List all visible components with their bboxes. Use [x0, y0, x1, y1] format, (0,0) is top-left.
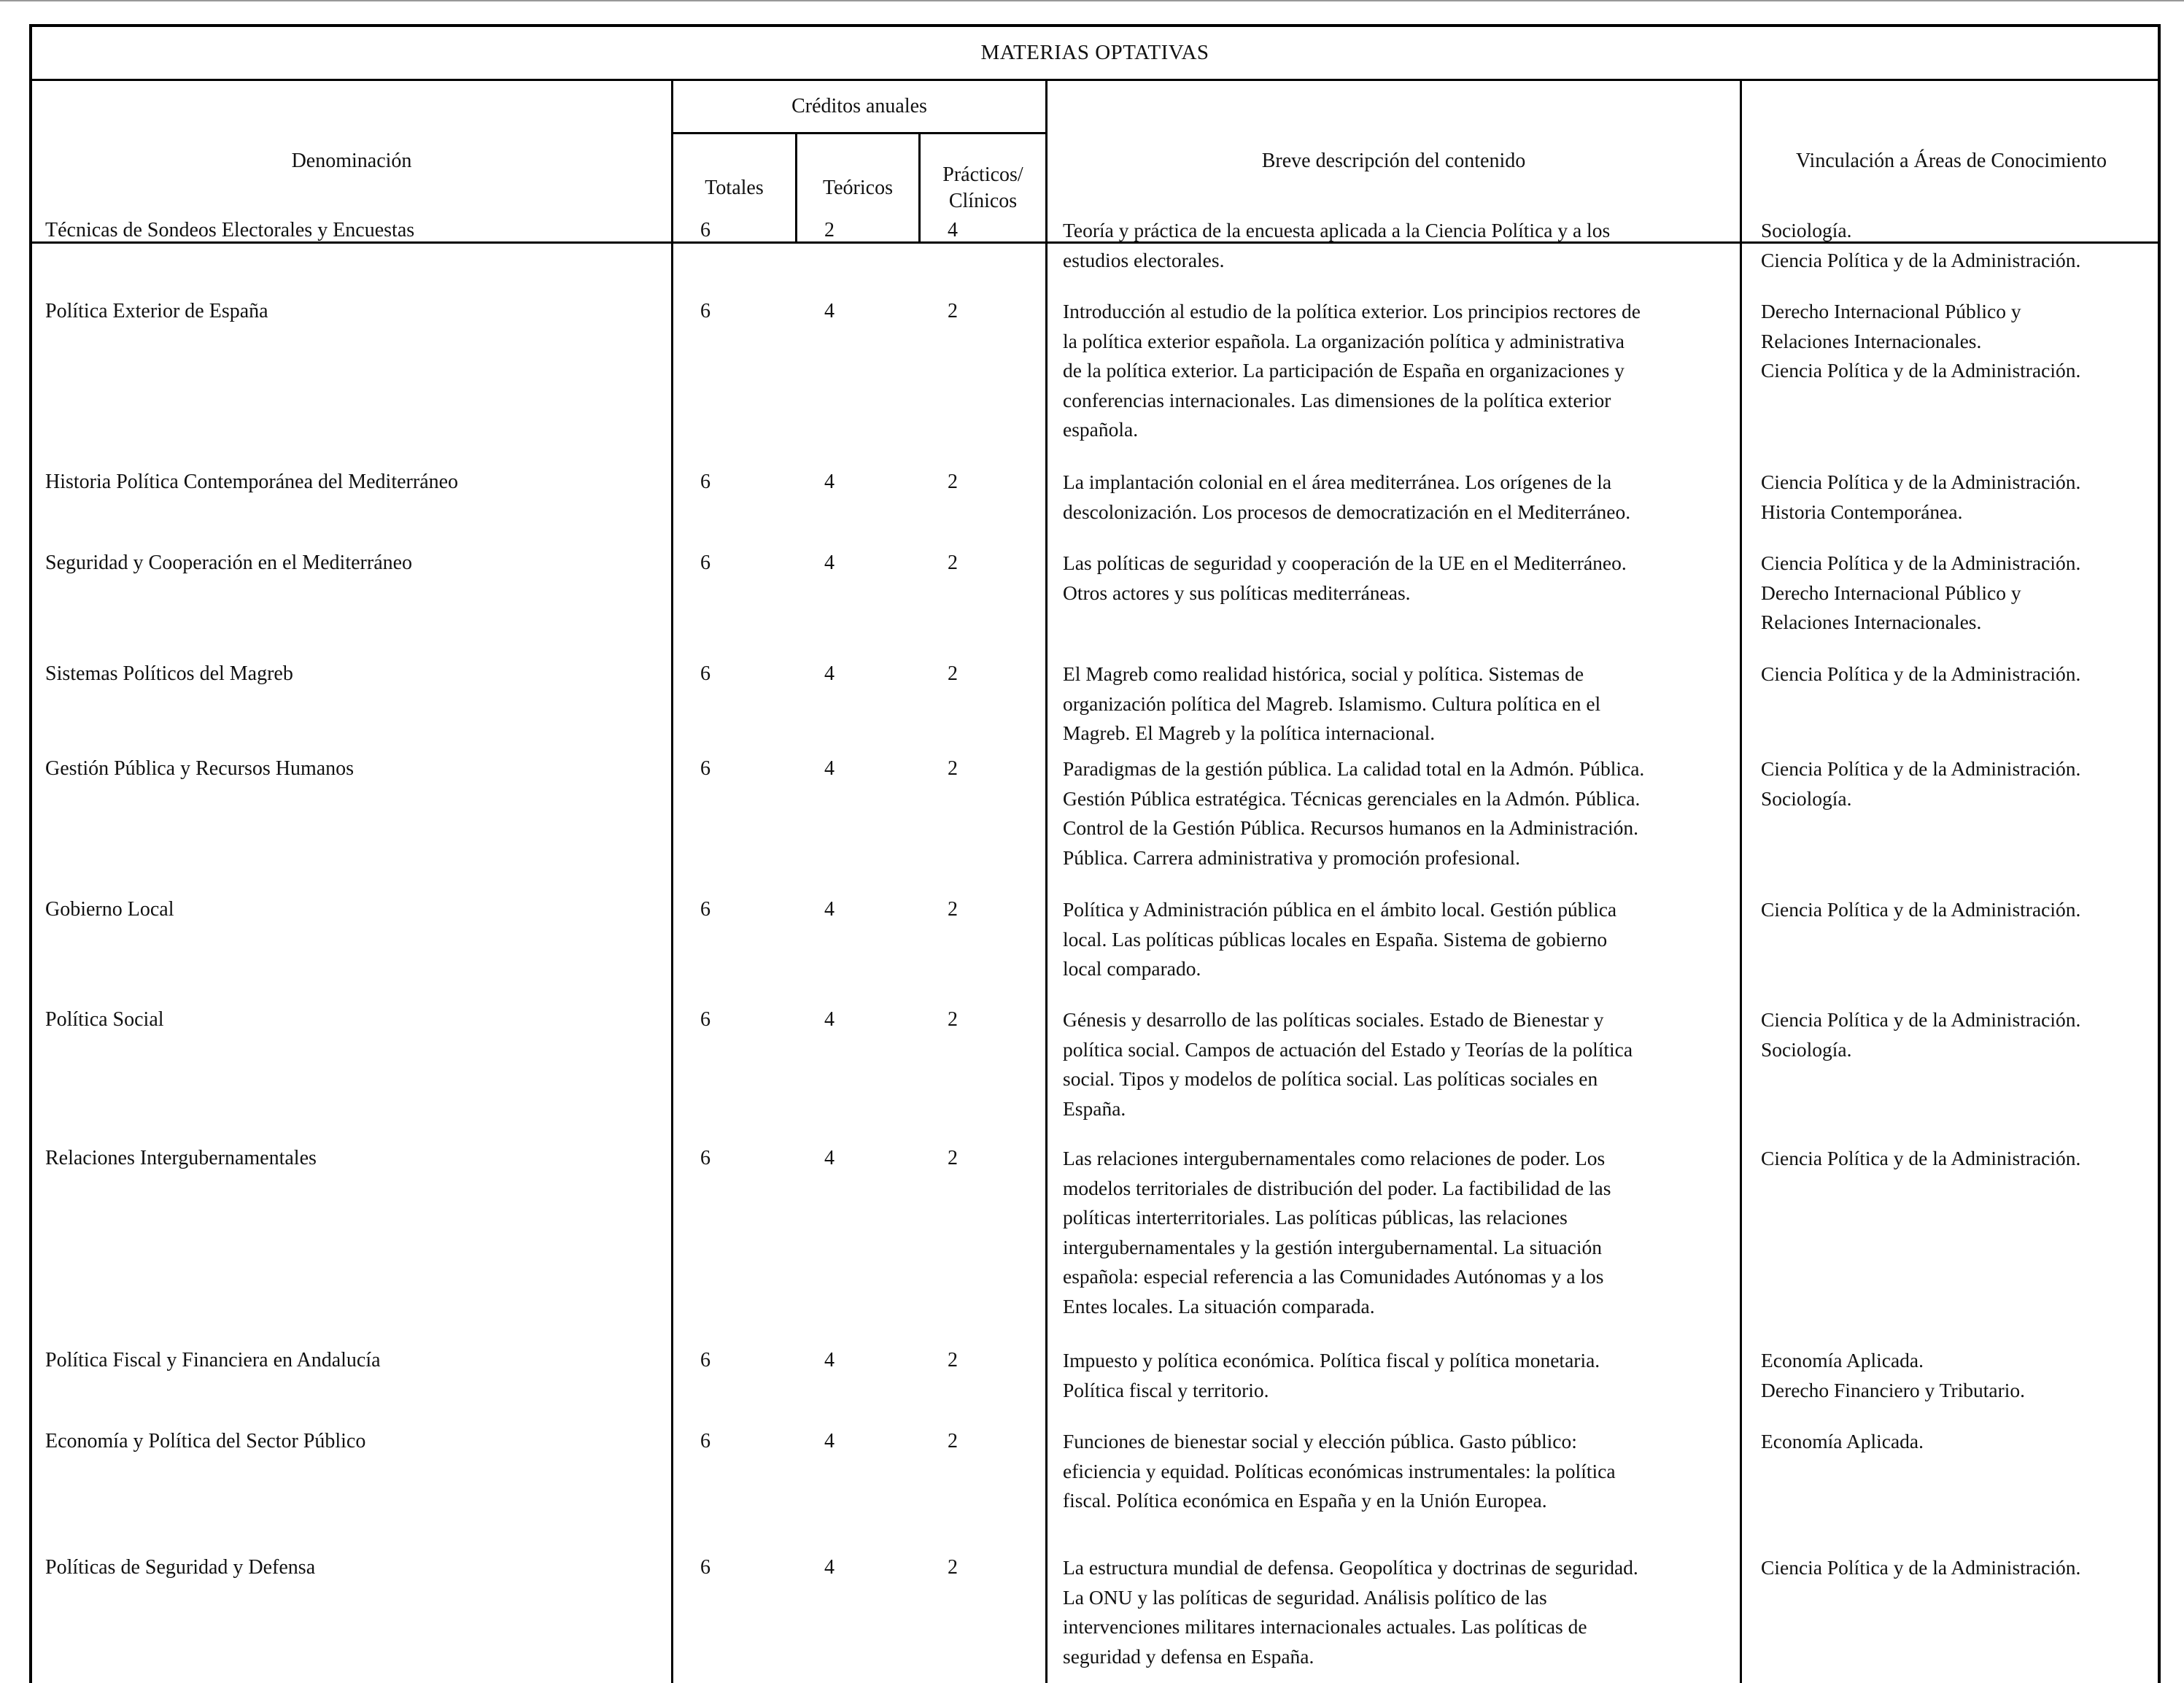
credits-teoricos: 4	[824, 1349, 835, 1371]
description-line: Política y Administración pública en el ámbito local. Gestión pública	[1063, 898, 1617, 921]
knowledge-area-line: Sociología.	[1761, 1037, 1852, 1061]
col-divider-credits	[1045, 81, 1048, 1683]
knowledge-areas	[1761, 1005, 2158, 1064]
content-description	[1063, 1427, 1756, 1516]
header-practicos-line1: Prácticos/	[942, 163, 1023, 186]
content-description	[1063, 549, 1756, 608]
description-line: España.	[1063, 1096, 1126, 1120]
knowledge-areas	[1761, 1553, 2158, 1583]
content-description	[1063, 895, 1756, 984]
subject-name: Políticas de Seguridad y Defensa	[45, 1556, 316, 1579]
description-line: Génesis y desarrollo de las políticas sociales. Estado de Bienestar y	[1063, 1008, 1604, 1031]
knowledge-area-line: Ciencia Política y de la Administración.	[1761, 1008, 2081, 1031]
description-line: Introducción al estudio de la política exterior. Los principios rectores de	[1063, 300, 1641, 322]
knowledge-area-line: Derecho Internacional Público y	[1761, 300, 2021, 322]
credits-totales: 6	[700, 898, 710, 921]
credits-totales: 6	[700, 1430, 710, 1452]
knowledge-area-line: Ciencia Política y de la Administración.	[1761, 359, 2081, 382]
description-line: Control de la Gestión Pública. Recursos humanos en la Administración.	[1063, 816, 1638, 839]
credits-teoricos: 4	[824, 757, 835, 780]
description-line: Paradigmas de la gestión pública. La calidad total en la Admón. Pública.	[1063, 757, 1645, 780]
knowledge-areas	[1761, 1144, 2158, 1174]
content-description	[1063, 1144, 1756, 1321]
credits-totales: 6	[700, 300, 710, 322]
header-practicos-line2: Clínicos	[948, 189, 1018, 212]
credits-teoricos: 4	[824, 1430, 835, 1452]
credits-practicos: 2	[948, 662, 958, 685]
credits-totales: 6	[700, 219, 710, 241]
description-line: seguridad y defensa en España.	[1063, 1644, 1314, 1668]
credits-totales: 6	[700, 1556, 710, 1579]
description-line: local comparado.	[1063, 957, 1201, 980]
description-line: española.	[1063, 418, 1139, 441]
credits-practicos: 2	[948, 1556, 958, 1579]
credits-teoricos: 2	[824, 219, 835, 241]
credits-practicos: 2	[948, 898, 958, 921]
knowledge-area-line: Ciencia Política y de la Administración.	[1761, 898, 2081, 921]
content-description	[1063, 659, 1756, 748]
subject-name: Gestión Pública y Recursos Humanos	[45, 757, 355, 780]
credits-teoricos: 4	[824, 898, 835, 921]
knowledge-areas	[1761, 1346, 2158, 1405]
description-line: la política exterior española. La organización política y administrativa	[1063, 329, 1625, 352]
description-line: Funciones de bienestar social y elección pública. Gasto público:	[1063, 1430, 1577, 1452]
credits-teoricos: 4	[824, 552, 835, 574]
description-line: estudios electorales.	[1063, 248, 1225, 271]
description-line: Impuesto y política económica. Política fiscal y política monetaria.	[1063, 1349, 1600, 1371]
description-line: conferencias internacionales. Las dimensiones de la política exterior	[1063, 388, 1611, 411]
knowledge-areas	[1761, 468, 2158, 527]
credits-teoricos: 4	[824, 1008, 835, 1031]
credits-totales: 6	[700, 552, 710, 574]
knowledge-area-line: Ciencia Política y de la Administración.	[1761, 757, 2081, 780]
description-line: Política fiscal y territorio.	[1063, 1378, 1269, 1401]
knowledge-area-line: Ciencia Política y de la Administración.	[1761, 1147, 2081, 1169]
credits-practicos: 2	[948, 1008, 958, 1031]
header-creditos: Créditos anuales	[791, 95, 927, 117]
credits-practicos: 2	[948, 300, 958, 322]
credits-totales: 6	[700, 471, 710, 493]
optional-subjects-table	[29, 24, 2161, 1683]
content-description	[1063, 1346, 1756, 1405]
knowledge-area-line: Derecho Financiero y Tributario.	[1761, 1378, 2026, 1401]
description-line: social. Tipos y modelos de política social. Las políticas sociales en	[1063, 1067, 1598, 1090]
knowledge-area-line: Relaciones Internacionales.	[1761, 611, 1982, 633]
content-description	[1063, 1005, 1756, 1123]
knowledge-area-line: Historia Contemporánea.	[1761, 500, 1963, 523]
table-title: MATERIAS OPTATIVAS	[32, 27, 2158, 81]
header-denominacion: Denominación	[291, 150, 412, 172]
knowledge-area-line: Sociología.	[1761, 219, 1852, 241]
content-description	[1063, 216, 1756, 275]
credits-practicos: 2	[948, 1349, 958, 1371]
content-description	[1063, 754, 1756, 873]
knowledge-areas	[1761, 895, 2158, 925]
subject-name: Política Fiscal y Financiera en Andalucía	[45, 1349, 381, 1371]
credits-totales: 6	[700, 1349, 710, 1371]
subject-name: Política Social	[45, 1008, 164, 1031]
credits-practicos: 2	[948, 1147, 958, 1169]
credits-teoricos: 4	[824, 471, 835, 493]
header-vinculacion: Vinculación a Áreas de Conocimiento	[1796, 150, 2107, 172]
description-line: organización política del Magreb. Islamismo. Cultura política en el	[1063, 692, 1601, 715]
credits-practicos: 4	[948, 219, 958, 241]
credits-teoricos: 4	[824, 300, 835, 322]
header-totales: Totales	[705, 176, 764, 199]
description-line: Gestión Pública estratégica. Técnicas gerenciales en la Admón. Pública.	[1063, 786, 1641, 810]
subject-name: Sistemas Políticos del Magreb	[45, 662, 293, 685]
description-line: La implantación colonial en el área mediterránea. Los orígenes de la	[1063, 471, 1612, 493]
description-line: Otros actores y sus políticas mediterráneas.	[1063, 581, 1411, 604]
subject-name: Política Exterior de España	[45, 300, 268, 322]
description-line: fiscal. Política económica en España y en la Unión Europea.	[1063, 1489, 1547, 1512]
description-line: Las políticas de seguridad y cooperación de la UE en el Mediterráneo.	[1063, 552, 1627, 574]
description-line: eficiencia y equidad. Políticas económicas instrumentales: la política	[1063, 1459, 1616, 1482]
knowledge-areas	[1761, 754, 2158, 813]
knowledge-area-line: Ciencia Política y de la Administración.	[1761, 552, 2081, 574]
description-line: modelos territoriales de distribución del poder. La factibilidad de las	[1063, 1176, 1611, 1199]
knowledge-area-line: Ciencia Política y de la Administración.	[1761, 662, 2081, 685]
knowledge-area-line: Ciencia Política y de la Administración.	[1761, 1556, 2081, 1579]
description-line: políticas interterritoriales. Las políticas públicas, las relaciones	[1063, 1206, 1568, 1229]
knowledge-areas	[1761, 297, 2158, 386]
page-top-rule	[0, 0, 2184, 1]
description-line: La ONU y las políticas de seguridad. Análisis político de las	[1063, 1585, 1547, 1609]
subject-name: Gobierno Local	[45, 898, 174, 921]
description-line: intervenciones militares internacionales actuales. Las políticas de	[1063, 1615, 1587, 1638]
knowledge-areas	[1761, 549, 2158, 638]
credits-practicos: 2	[948, 552, 958, 574]
credits-teoricos: 4	[824, 1147, 835, 1169]
description-line: El Magreb como realidad histórica, social y política. Sistemas de	[1063, 662, 1584, 685]
description-line: intergubernamentales y la gestión intergubernamental. La situación	[1063, 1235, 1602, 1258]
description-line: política social. Campos de actuación del Estado y Teorías de la política	[1063, 1037, 1633, 1061]
knowledge-areas	[1761, 1427, 2158, 1457]
knowledge-area-line: Relaciones Internacionales.	[1761, 329, 1982, 352]
credits-practicos: 2	[948, 471, 958, 493]
subject-name: Seguridad y Cooperación en el Mediterráneo	[45, 552, 413, 574]
subject-name: Historia Política Contemporánea del Mediterráneo	[45, 471, 459, 493]
description-line: Magreb. El Magreb y la política internacional.	[1063, 721, 1436, 744]
credits-practicos: 2	[948, 1430, 958, 1452]
credits-practicos: 2	[948, 757, 958, 780]
header-teoricos: Teóricos	[822, 176, 893, 199]
knowledge-area-line: Ciencia Política y de la Administración.	[1761, 248, 2081, 271]
description-line: local. Las políticas públicas locales en España. Sistema de gobierno	[1063, 927, 1608, 951]
description-line: Teoría y práctica de la encuesta aplicada a la Ciencia Política y a los	[1063, 219, 1611, 241]
description-line: española: especial referencia a las Comunidades Autónomas y a los	[1063, 1265, 1604, 1288]
credits-totales: 6	[700, 1147, 710, 1169]
subject-name: Economía y Política del Sector Público	[45, 1430, 366, 1452]
credits-totales: 6	[700, 1008, 710, 1031]
subject-name: Técnicas de Sondeos Electorales y Encuestas	[45, 219, 415, 241]
credits-totales: 6	[700, 757, 710, 780]
description-line: Pública. Carrera administrativa y promoción profesional.	[1063, 846, 1520, 869]
subject-name: Relaciones Intergubernamentales	[45, 1147, 317, 1169]
description-line: Las relaciones intergubernamentales como relaciones de poder. Los	[1063, 1147, 1606, 1169]
content-description	[1063, 468, 1756, 527]
header-descripcion: Breve descripción del contenido	[1261, 150, 1526, 172]
content-description	[1063, 1553, 1756, 1671]
credits-totales: 6	[700, 662, 710, 685]
description-line: Entes locales. La situación comparada.	[1063, 1294, 1375, 1318]
content-description	[1063, 297, 1756, 445]
knowledge-areas	[1761, 659, 2158, 689]
credits-teoricos: 4	[824, 662, 835, 685]
description-line: descolonización. Los procesos de democratización en el Mediterráneo.	[1063, 500, 1631, 523]
credits-teoricos: 4	[824, 1556, 835, 1579]
knowledge-area-line: Derecho Internacional Público y	[1761, 581, 2021, 604]
description-line: La estructura mundial de defensa. Geopolítica y doctrinas de seguridad.	[1063, 1556, 1638, 1579]
knowledge-area-line: Economía Aplicada.	[1761, 1430, 1924, 1452]
knowledge-areas	[1761, 216, 2158, 275]
description-line: de la política exterior. La participación de España en organizaciones y	[1063, 359, 1625, 382]
knowledge-area-line: Ciencia Política y de la Administración.	[1761, 471, 2081, 493]
knowledge-area-line: Economía Aplicada.	[1761, 1349, 1924, 1371]
knowledge-area-line: Sociología.	[1761, 786, 1852, 810]
